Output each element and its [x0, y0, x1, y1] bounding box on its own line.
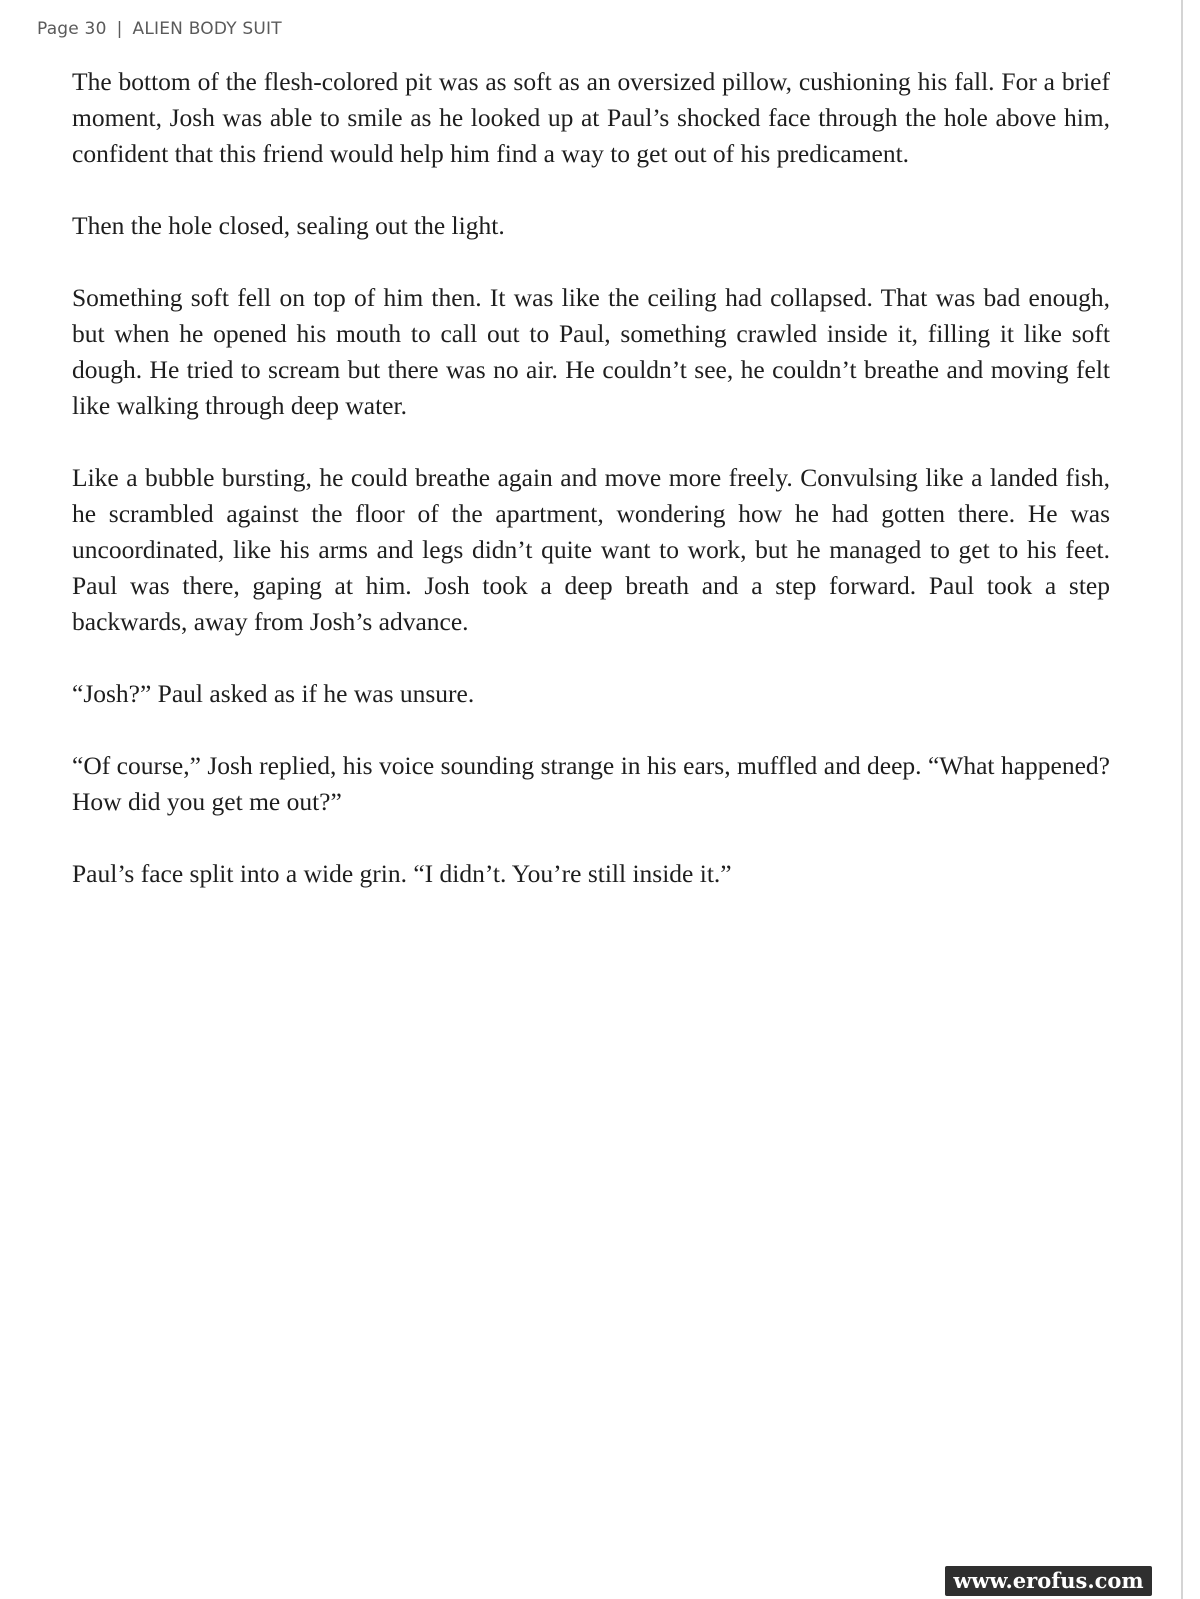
- paragraph: Like a bubble bursting, he could breathe again and move more freely. Convulsing like a landed fish, he scrambled against the floor of the apartment, wondering how he had gotten there. He was uncoordinated, like his arms and legs didn’t quite want to work, but he managed to get to his feet. Paul was there, gaping at him. Josh took a deep breath and a step forward. Paul took a step backwards, away from Josh’s advance.: [72, 463, 1110, 636]
- paragraph: Then the hole closed, sealing out the light.: [72, 211, 505, 240]
- book-title: ALIEN BODY SUIT: [132, 19, 282, 39]
- page-edge-divider: [1181, 0, 1183, 1599]
- page-body-text: [72, 64, 1110, 928]
- paragraph: “Josh?” Paul asked as if he was unsure.: [72, 679, 475, 708]
- header-separator: |: [116, 19, 123, 39]
- page-number: Page 30: [37, 19, 107, 39]
- paragraph: “Of course,” Josh replied, his voice sounding strange in his ears, muffled and deep. “What happened? How did you get me out?”: [72, 751, 1110, 816]
- site-watermark: www.erofus.com: [945, 1566, 1152, 1596]
- paragraph: The bottom of the flesh-colored pit was as soft as an oversized pillow, cushioning his fall. For a brief moment, Josh was able to smile as he looked up at Paul’s shocked face through the hole above him, confident that this friend would help him find a way to get out of his predicament.: [72, 67, 1110, 168]
- paragraph: Something soft fell on top of him then. It was like the ceiling had collapsed. That was bad enough, but when he opened his mouth to call out to Paul, something crawled inside it, filling it like soft dough. He tried to scream but there was no air. He couldn’t see, he couldn’t breathe and moving felt like walking through deep water.: [72, 283, 1110, 420]
- running-header: [37, 19, 282, 39]
- paragraph: Paul’s face split into a wide grin. “I didn’t. You’re still inside it.”: [72, 859, 732, 888]
